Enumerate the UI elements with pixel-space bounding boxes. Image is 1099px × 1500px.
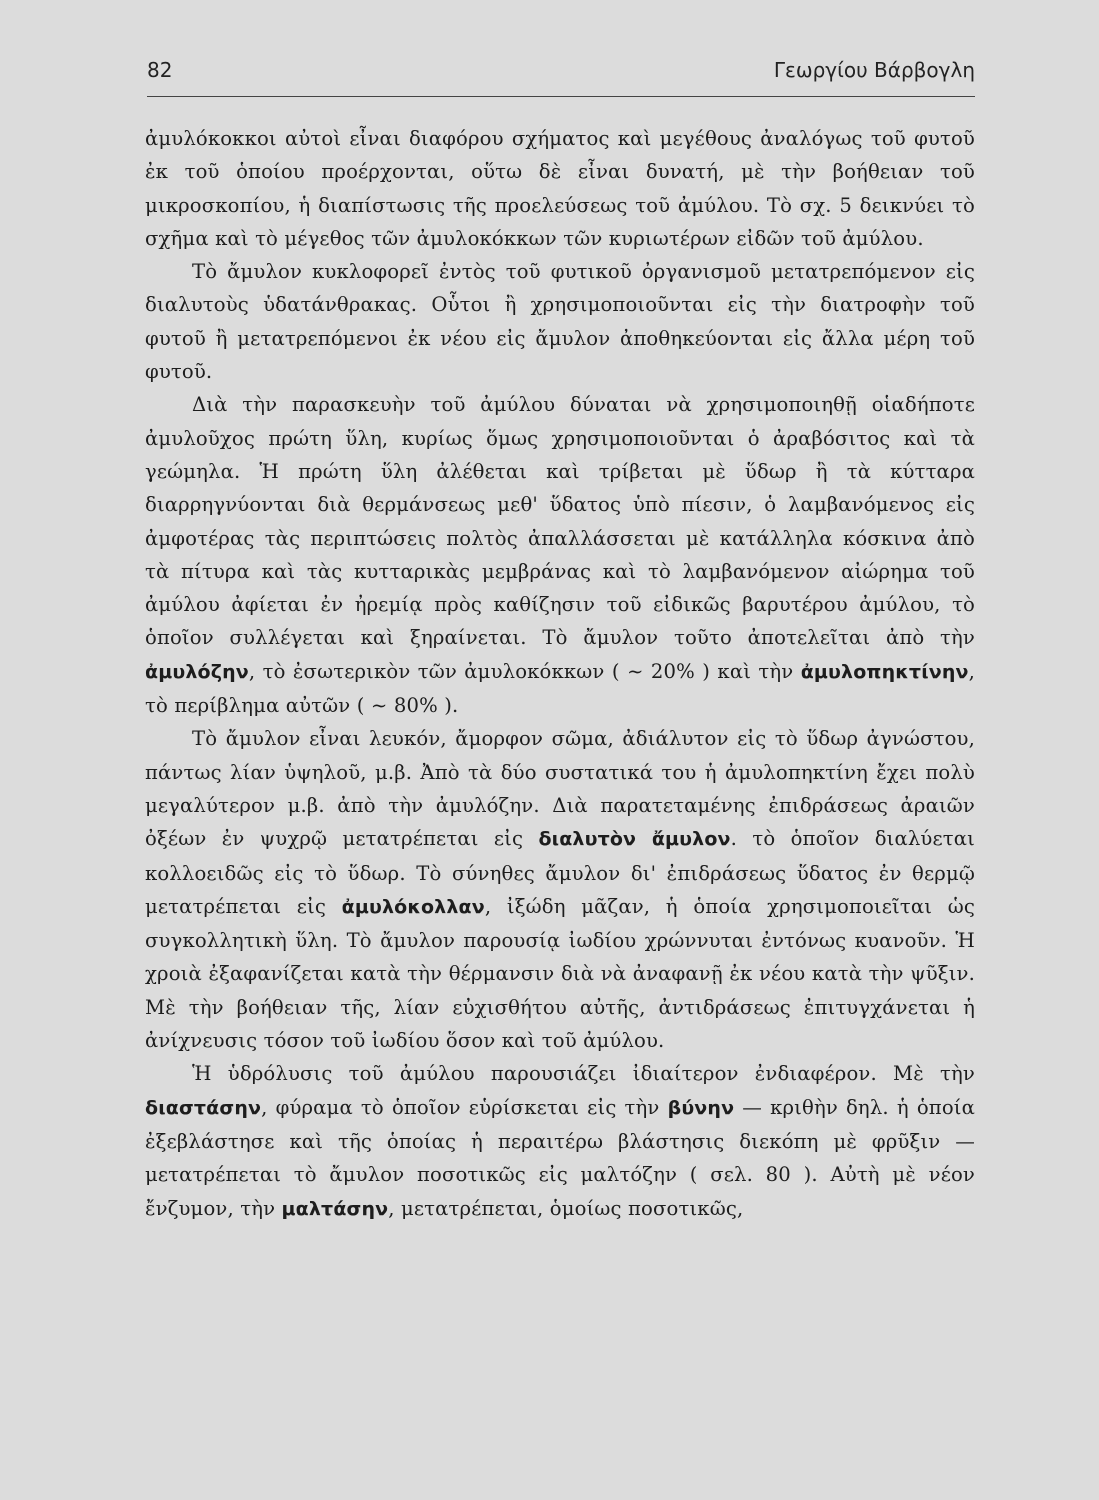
bold-term: ἀμυλόκολλαν bbox=[341, 895, 485, 918]
paragraph bbox=[145, 722, 975, 1057]
text-run: , τὸ περίβλημα αὐτῶν ( ∼ 80% ). bbox=[145, 659, 975, 718]
bold-term: διαλυτὸν ἄμυλον bbox=[538, 828, 731, 851]
text-run: , τὸ ἐσωτερικὸν τῶν ἀμυλοκόκκων ( ∼ 20% ) καὶ τὴν bbox=[248, 659, 801, 683]
page-header bbox=[147, 58, 975, 82]
header-rule bbox=[147, 96, 975, 97]
text-run: , φύραμα τὸ ὁποῖον εὑρίσκεται εἰς τὴν bbox=[261, 1095, 668, 1119]
text-run: — κριθὴν δηλ. ἡ ὁποία ἐξεβλάστησε καὶ τῆς ὁποίας ἡ περαιτέρω βλάστησις διεκόπη μὲ φρῦξιν — μετατρέπεται τὸ ἄμυλον ποσοτικῶς εἰς μαλτόζην ( σελ. 80 ). Αὐτὴ μὲ νέον ἔνζυμον, τὴν bbox=[145, 1095, 975, 1220]
bold-term: βύνην bbox=[667, 1096, 735, 1119]
bold-term: διαστάσην bbox=[145, 1096, 262, 1119]
paragraph bbox=[145, 388, 975, 722]
running-title: Γεωργίου Βάρβογλη bbox=[773, 58, 975, 82]
text-run: . τὸ ὁποῖον διαλύεται κολλοειδῶς εἰς τὸ ὕδωρ. Τὸ σύνηθες ἄμυλον δι' ἐπιδράσεως ὕδατος ἐν θερμῷ μετατρέπεται εἰς bbox=[145, 827, 975, 918]
bold-term: ἀμυλοπηκτίνην bbox=[800, 660, 969, 683]
text-run: Τὸ ἄμυλον εἶναι λευκόν, ἄμορφον σῶμα, ἀδιάλυτον εἰς τὸ ὕδωρ ἀγνώστου, πάντως λίαν ὑψηλοῦ, μ.β. Ἀπὸ τὰ δύο συστατικά του ἡ ἀμυλοπηκτίνη ἔχει πολὺ μεγαλύτερον μ.β. ἀπὸ τὴν ἀμυλόζην. Διὰ παρατεταμένης ἐπιδράσεως ἀραιῶν ὀξέων ἐν ψυχρῷ μετατρέπεται εἰς bbox=[145, 727, 975, 851]
paragraph bbox=[145, 1057, 975, 1225]
bold-term: ἀμυλόζην bbox=[145, 660, 249, 683]
body-text bbox=[145, 122, 975, 1226]
text-run: Ἡ ὑδρόλυσις τοῦ ἀμύλου παρουσιάζει ἰδιαίτερον ἐνδιαφέρον. Μὲ τὴν bbox=[192, 1062, 975, 1086]
paragraph bbox=[145, 122, 975, 255]
page-number: 82 bbox=[147, 58, 173, 82]
text-run: , ἰξώδη μᾶζαν, ἡ ὁποία χρησιμοποιεῖται ὡς συγκολλητικὴ ὕλη. Τὸ ἄμυλον παρουσίᾳ ἰωδίου χρώννυται ἐντόνως κυανοῦν. Ἡ χροιὰ ἐξαφανίζεται κατὰ τὴν θέρμανσιν διὰ νὰ ἀναφανῇ ἐκ νέου κατὰ τὴν ψῦξιν. Μὲ τὴν βοήθειαν τῆς, λίαν εὐχισθήτου αὐτῆς, ἀντιδράσεως ἐπιτυγχάνεται ἡ ἀνίχνευσις τόσον τοῦ ἰωδίου ὅσον καὶ τοῦ ἀμύλου. bbox=[145, 894, 975, 1053]
text-run: ἀμυλόκοκκοι αὐτοὶ εἶναι διαφόρου σχήματος καὶ μεγέθους ἀναλόγως τοῦ φυτοῦ ἐκ τοῦ ὁποίου προέρχονται, οὕτω δὲ εἶναι δυνατή, μὲ τὴν βοήθειαν τοῦ μικροσκοπίου, ἡ διαπίστωσις τῆς προελεύσεως τοῦ ἀμύλου. Τὸ σχ. 5 δεικνύει τὸ σχῆμα καὶ τὸ μέγεθος τῶν ἀμυλοκόκκων τῶν κυριωτέρων εἰδῶν τοῦ ἀμύλου. bbox=[145, 127, 975, 250]
bold-term: μαλτάσην bbox=[281, 1197, 389, 1220]
paragraph bbox=[145, 255, 975, 388]
text-run: Διὰ τὴν παρασκευὴν τοῦ ἀμύλου δύναται νὰ χρησιμοποιηθῇ οἱαδήποτε ἀμυλοῦχος πρώτη ὕλη, κυρίως ὅμως χρησιμοποιοῦνται ὁ ἀραβόσιτος καὶ τὰ γεώμηλα. Ἡ πρώτη ὕλη ἀλέθεται καὶ τρίβεται μὲ ὕδωρ ἢ τὰ κύτταρα διαρρηγνύονται διὰ θερμάνσεως μεθ' ὕδατος ὑπὸ πίεσιν, ὁ λαμβανόμενος εἰς ἀμφοτέρας τὰς περιπτώσεις πολτὸς ἀπαλλάσσεται μὲ κατάλληλα κόσκινα ἀπὸ τὰ πίτυρα καὶ τὰς κυτταρικὰς μεμβράνας καὶ τὸ λαμβανόμενον αἰώρημα τοῦ ἀμύλου ἀφίεται ἐν ἠρεμίᾳ πρὸς καθίζησιν τοῦ εἰδικῶς βαρυτέρου ἀμύλου, τὸ ὁποῖον συλλέγεται καὶ ξηραίνεται. Τὸ ἄμυλον τοῦτο ἀποτελεῖται ἀπὸ τὴν bbox=[145, 393, 975, 650]
text-run: , μετατρέπεται, ὁμοίως ποσοτικῶς, bbox=[388, 1196, 744, 1220]
text-run: Τὸ ἄμυλον κυκλοφορεῖ ἐντὸς τοῦ φυτικοῦ ὀργανισμοῦ μετατρεπόμενον εἰς διαλυτοὺς ὑδατάνθρακας. Οὗτοι ἢ χρησιμοποιοῦνται εἰς τὴν διατροφὴν τοῦ φυτοῦ ἢ μετατρεπόμενοι ἐκ νέου εἰς ἄμυλον ἀποθηκεύονται εἰς ἄλλα μέρη τοῦ φυτοῦ. bbox=[145, 260, 975, 384]
